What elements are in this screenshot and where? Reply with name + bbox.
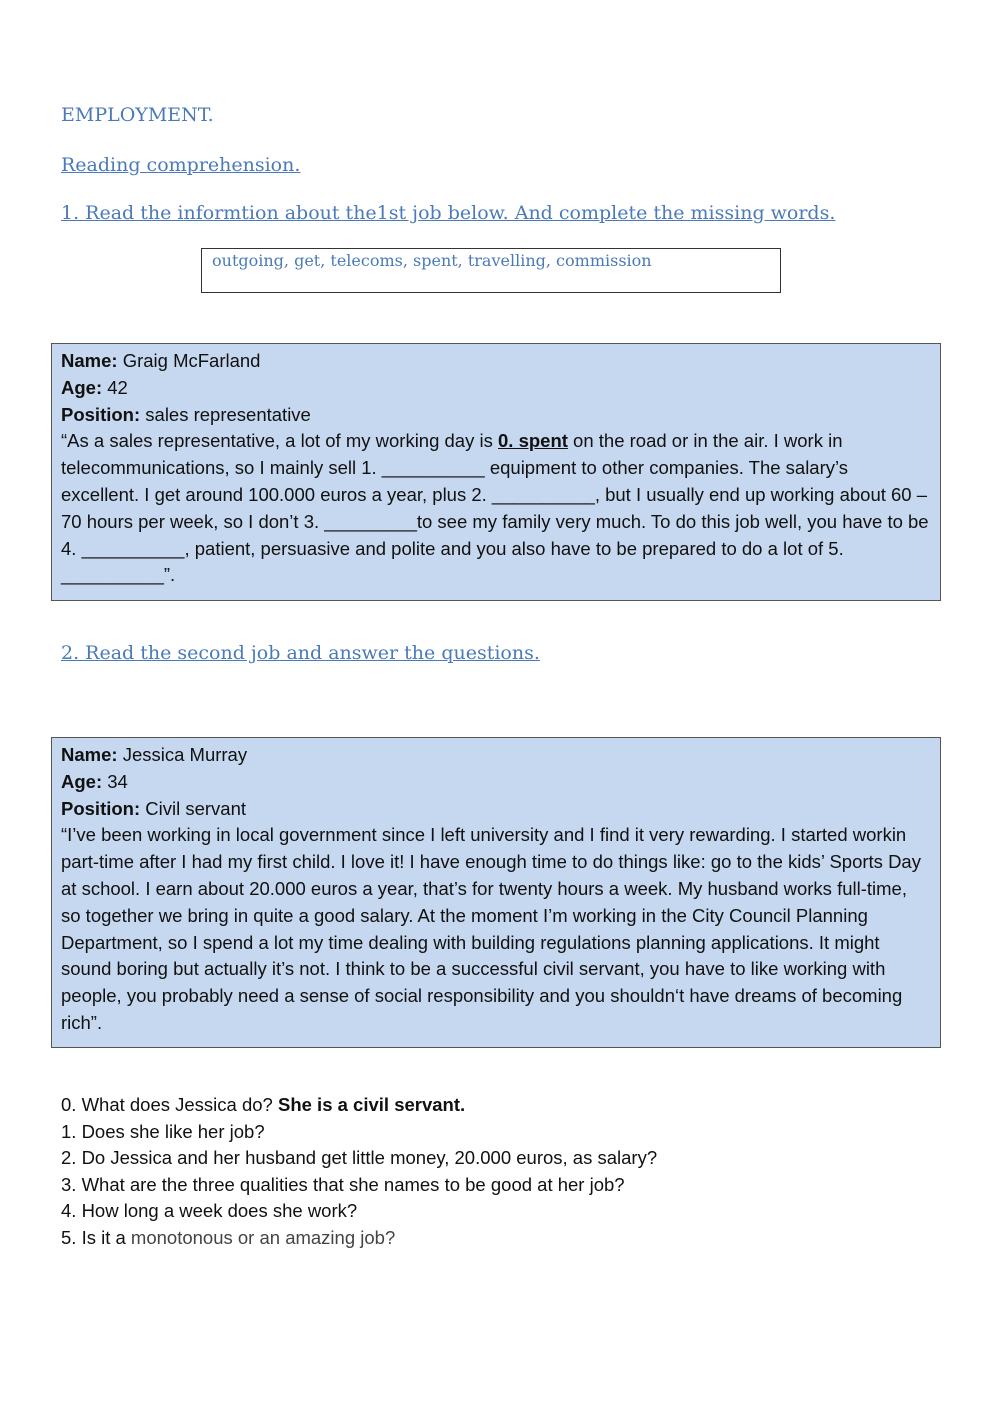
job-1-text-part-b: on the road or in the air. I work in telecommunications, so I mainly sell 1. __________ equipment to other companies. The salary’s excellent. I get around 100.000 euros a year, plus 2. __________, but I usually end up working about 60 – 70 hours per week, so I don’t 3. _________to see my family very much. To do this job well, you have to be 4. __________, patient, persuasive and polite and you also have to be prepared to do a lot of 5. __________”.	[61, 430, 929, 586]
question-1: 1. Does she like her job?	[61, 1120, 265, 1142]
job-1-text	[61, 428, 930, 589]
questions-list	[61, 1092, 657, 1252]
task-1-instruction: 1. Read the informtion about the1st job below. And complete the missing words.	[61, 202, 836, 224]
task-2-instruction: 2. Read the second job and answer the questions.	[61, 642, 540, 664]
name-line	[61, 742, 930, 769]
position-line	[61, 796, 930, 823]
page-title: EMPLOYMENT.	[61, 104, 214, 126]
name-label: Name:	[61, 350, 118, 371]
question-3: 3. What are the three qualities that she names to be good at her job?	[61, 1173, 625, 1195]
section-subtitle: Reading comprehension.	[61, 154, 301, 176]
question-0-answer: She is a civil servant.	[277, 1094, 466, 1115]
position-label: Position:	[61, 403, 141, 425]
job-card-1	[51, 343, 941, 601]
question-0-text: 0. What does Jessica do?	[61, 1094, 278, 1115]
age-label: Age:	[61, 376, 103, 398]
position-label: Position:	[61, 797, 141, 819]
job-card-2	[51, 737, 941, 1048]
age-line	[61, 375, 930, 402]
age-value: 42	[102, 376, 128, 398]
example-answer: 0. spent	[498, 430, 568, 452]
age-value: 34	[102, 770, 128, 792]
word-bank-text: outgoing, get, telecoms, spent, travelling, commission	[212, 251, 652, 270]
position-value: Civil servant	[140, 797, 247, 819]
question-5-text-b: monotonous or an amazing job?	[130, 1226, 396, 1248]
position-line	[61, 402, 930, 429]
question-5-text-a: 5. Is it a	[61, 1226, 131, 1248]
position-value: sales representative	[140, 403, 311, 425]
name-label: Name:	[61, 744, 118, 765]
age-label: Age:	[61, 770, 103, 792]
job-1-text-part-a: “As a sales representative, a lot of my working day is	[61, 430, 498, 452]
question-2: 2. Do Jessica and her husband get little money, 20.000 euros, as salary?	[61, 1147, 658, 1169]
question-4: 4. How long a week does she work?	[61, 1200, 358, 1222]
name-value: Jessica Murray	[117, 744, 248, 765]
question-5	[61, 1225, 657, 1252]
name-value: Graig McFarland	[117, 350, 261, 371]
name-line	[61, 348, 930, 375]
word-bank-box	[201, 248, 781, 293]
question-0	[61, 1092, 657, 1119]
job-2-text: “I’ve been working in local government since I left university and I find it very rewarding. I started workin part-time after I had my first child. I love it! I have enough time to do things like: go to the kids’ Sports Day at school. I earn about 20.000 euros a year, that’s for twenty hours a week. My husband works full-time, so together we bring in quite a good salary. At the moment I’m working in the City Council Planning Department, so I spend a lot my time dealing with building regulations planning applications. It might sound boring but actually it’s not. I think to be a successful civil servant, you have to like working with people, you probably need a sense of social responsibility and you shouldn‘t have dreams of becoming rich”.	[61, 824, 921, 1033]
age-line	[61, 769, 930, 796]
